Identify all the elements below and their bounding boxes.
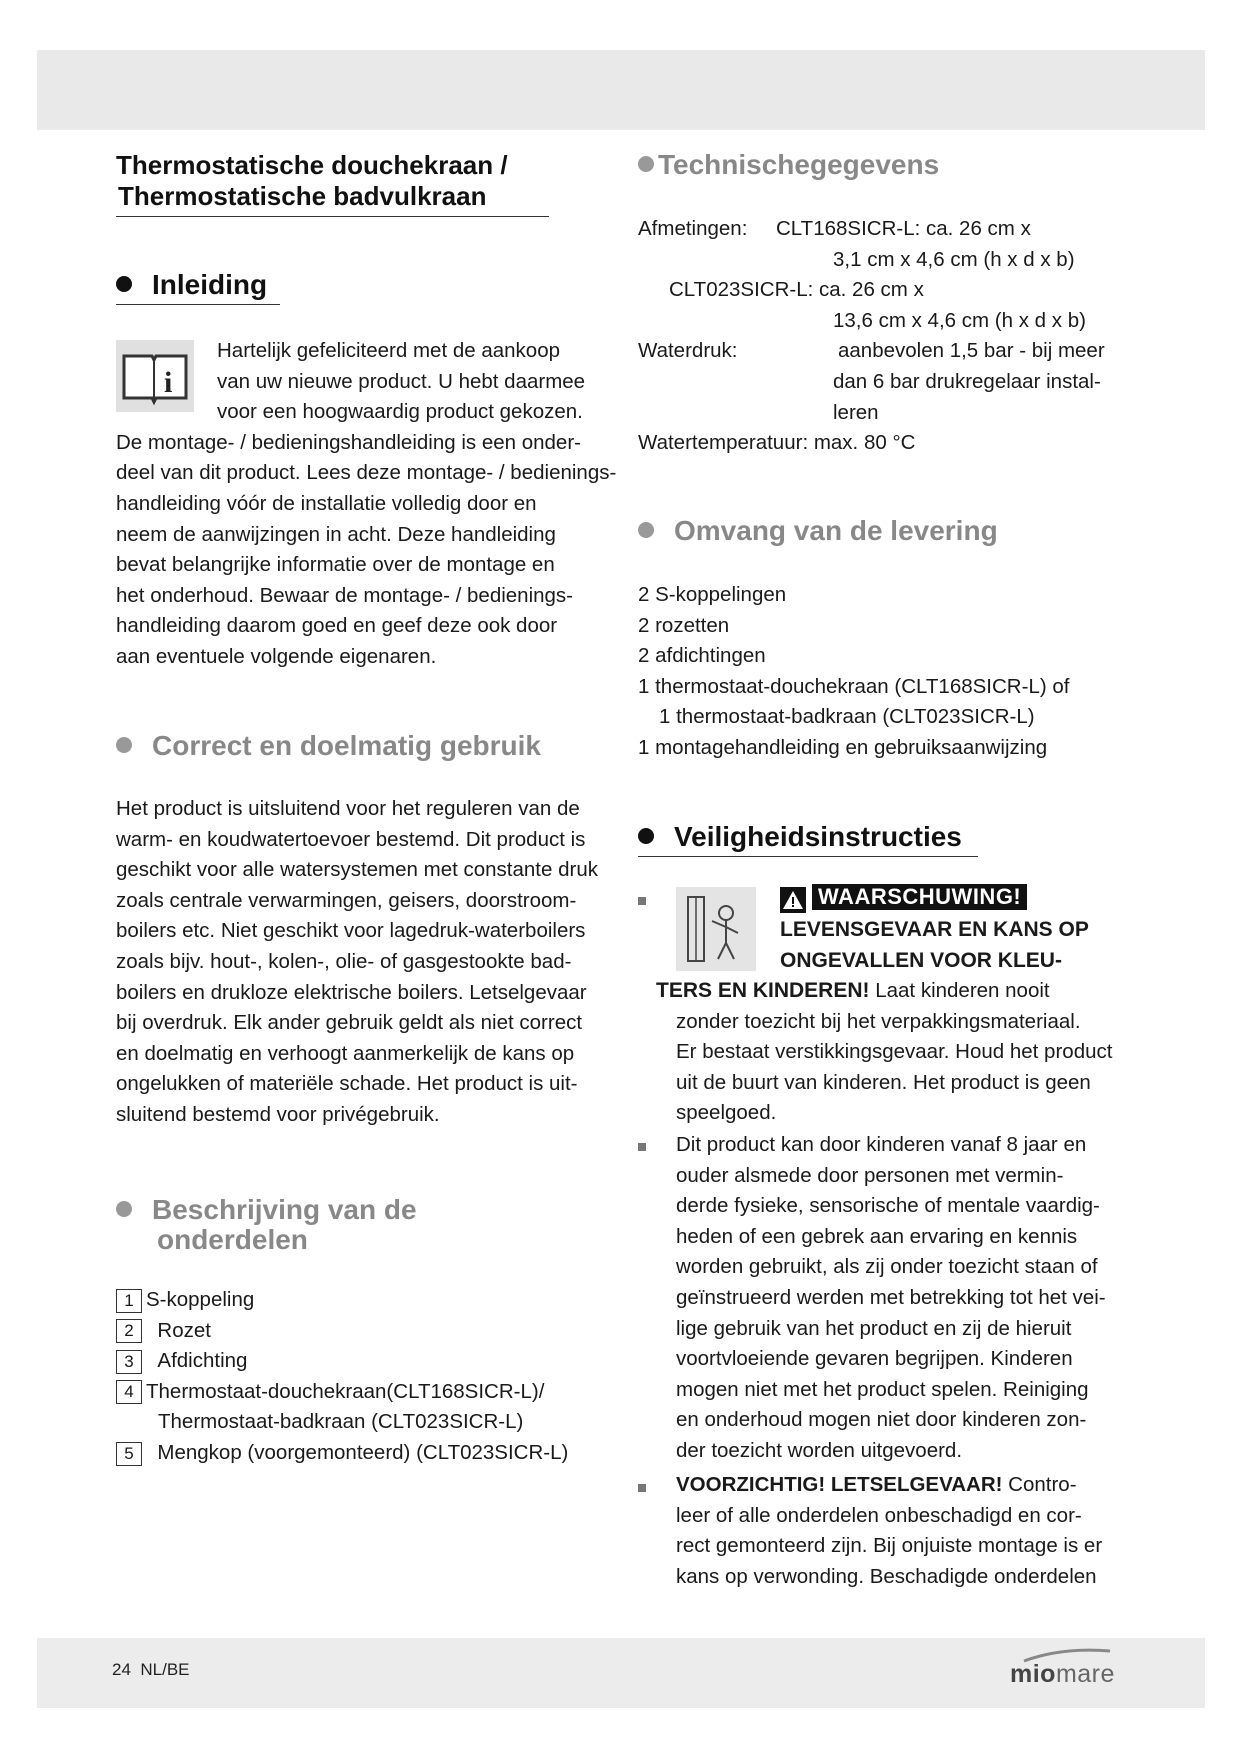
- list-item: 1 S-koppeling: [116, 1285, 636, 1316]
- list-item: 2 Rozet: [116, 1316, 636, 1347]
- list-item: 5 Mengkop (voorgemonteerd) (CLT023SICR-L): [116, 1438, 636, 1469]
- safety-paragraph-3: VOORZICHTIG! LETSELGEVAAR! Contro- leer of alle onderdelen onbeschadigd en cor- rect gemonteerd zijn. Bij onjuiste montage is er kans op verwonding. Beschadigde onderdelen: [676, 1473, 1103, 1588]
- warning-triangle-icon: [780, 887, 806, 913]
- spec-value: Watertemperatuur: max. 80 °C: [638, 431, 916, 455]
- tech-specs: [638, 214, 1158, 459]
- usage-paragraph: [116, 794, 626, 1131]
- intro-line: handleiding daarom goed en geef deze ook door: [116, 614, 558, 638]
- spec-value: 13,6 cm x 4,6 cm (h x d x b): [833, 308, 1086, 332]
- spec-label: Waterdruk:: [638, 339, 738, 363]
- usage-line: boilers etc. Niet geschikt voor lagedruk-waterboilers: [116, 919, 586, 943]
- intro-line: handleiding vóór de installatie volledig door en: [116, 491, 537, 515]
- parts-heading: Beschrijving van de onderdelen: [116, 1195, 417, 1255]
- usage-line: boilers en drukloze elektrische boilers. Letselgevaar: [116, 980, 587, 1004]
- page-title: [116, 150, 549, 217]
- safety-paragraph-2: Dit product kan door kinderen vanaf 8 jaar en ouder alsmede door personen met vermin- derde fysieke, sensorische of mentale vaardig- heden of een gebrek aan ervaring en kennis worden gebruikt, als zij onder toezicht staan of geïnstrueerd werden met betrekking tot het vei- lige gebruik van het product en zij de hieruit voortvloeiende gevaren begrijpen. Kinderen mogen niet met het product spelen. Reiniging en onderhoud mogen niet door kinderen zon- der toezicht worden uitgevoerd.: [676, 1133, 1106, 1462]
- scope-list: [638, 580, 1158, 764]
- intro-line: van uw nieuwe product. U hebt daarmee: [217, 369, 586, 393]
- bullet-dot-icon: [116, 276, 132, 292]
- spec-value: leren: [833, 400, 879, 424]
- spec-value: CLT023SICR-L: ca. 26 cm x: [669, 278, 924, 302]
- list-item: Thermostaat-badkraan (CLT023SICR-L): [158, 1410, 524, 1434]
- intro-line: Hartelijk gefeliciteerd met de aankoop: [217, 339, 560, 362]
- spec-label: Afmetingen:: [638, 217, 748, 240]
- list-item: 2 afdichtingen: [638, 644, 766, 668]
- usage-line: warm- en koudwatertoevoer bestemd. Dit product is: [116, 827, 586, 851]
- usage-line: bij overdruk. Elk ander gebruik geldt als niet correct: [116, 1011, 583, 1035]
- brand-logo: miomare: [1010, 1660, 1115, 1688]
- usage-line: sluitend bestemd voor privégebruik.: [116, 1102, 440, 1126]
- bullet-square-icon: [638, 1484, 646, 1492]
- intro-line: bevat belangrijke informatie over de montage en: [116, 553, 555, 577]
- title-line-2: Thermostatische badvulkraan: [118, 181, 487, 211]
- list-item: 1 montagehandleiding en gebruiksaanwijzing: [638, 735, 1048, 759]
- warning-caps: LEVENSGEVAAR EN KANS OP ONGEVALLEN VOOR KLEU-: [780, 918, 1089, 972]
- usage-line: geschikt voor alle watersystemen met constante druk: [116, 858, 598, 882]
- intro-line: deel van dit product. Lees deze montage- / bedienings-: [116, 461, 617, 485]
- list-item: 3 Afdichting: [116, 1346, 636, 1377]
- parts-list: [116, 1285, 636, 1469]
- svg-text:i: i: [164, 366, 173, 399]
- spec-value: CLT168SICR-L: ca. 26 cm x: [776, 217, 1031, 240]
- bullet-dot-icon: [116, 737, 132, 753]
- spec-value: dan 6 bar drukregelaar instal-: [833, 369, 1101, 393]
- warning-badge: WAARSCHUWING!: [812, 884, 1027, 910]
- intro-heading: Inleiding: [116, 270, 280, 305]
- bullet-dot-icon: [116, 1201, 132, 1217]
- usage-line: ongelukken of materiële schade. Het product is uit-: [116, 1072, 578, 1096]
- usage-heading: Correct en doelmatig gebruik: [116, 731, 541, 761]
- usage-line: zoals centrale verwarmingen, geisers, doorstroom-: [116, 888, 577, 912]
- page-number: 24 NL/BE: [112, 1660, 190, 1679]
- usage-line: en doelmatig en verhoogt aanmerkelijk de kans op: [116, 1041, 575, 1065]
- tech-heading: Technischegegevens: [638, 150, 939, 180]
- bullet-dot-icon: [638, 156, 654, 172]
- intro-line: neem de aanwijzingen in acht. Deze handleiding: [116, 522, 556, 546]
- safety-heading: Veiligheidsinstructies: [638, 822, 978, 857]
- list-item: 1 thermostaat-badkraan (CLT023SICR-L): [659, 705, 1035, 729]
- title-line-1: Thermostatische douchekraan /: [116, 150, 508, 180]
- list-item: 2 S-koppelingen: [638, 583, 787, 606]
- intro-line: De montage- / bedieningshandleiding is een onder-: [116, 430, 581, 454]
- intro-line: aan eventuele volgende eigenaren.: [116, 644, 437, 668]
- scope-heading: Omvang van de levering: [638, 516, 998, 546]
- warning-text: TERS EN KINDEREN! Laat kinderen nooit zonder toezicht bij het verpakkingsmateriaal. Er bestaat verstikkingsgevaar. Houd het product uit de buurt van kinderen. Het product is geen speelgoed.: [656, 979, 1113, 1125]
- usage-line: zoals bijv. hout-, kolen-, olie- of gasgestookte bad-: [116, 949, 572, 973]
- intro-line: voor een hoogwaardig product gekozen.: [217, 400, 583, 424]
- bullet-dot-icon: [638, 522, 654, 538]
- list-item: 1 thermostaat-douchekraan (CLT168SICR-L) of: [638, 674, 1070, 698]
- spec-value: 3,1 cm x 4,6 cm (h x d x b): [833, 247, 1075, 271]
- child-safety-icon: [676, 887, 756, 971]
- bullet-square-icon: [638, 897, 646, 905]
- spec-value: aanbevolen 1,5 bar - bij meer: [838, 339, 1105, 363]
- intro-paragraph: [116, 336, 626, 673]
- header-bar: [37, 50, 1205, 130]
- list-item: 2 rozetten: [638, 613, 730, 637]
- bullet-square-icon: [638, 1143, 646, 1151]
- usage-line: Het product is uitsluitend voor het reguleren van de: [116, 797, 580, 820]
- bullet-dot-icon: [638, 828, 654, 844]
- intro-line: het onderhoud. Bewaar de montage- / bedienings-: [116, 583, 574, 607]
- warning-label: [780, 884, 1027, 913]
- list-item: 4 Thermostaat-douchekraan(CLT168SICR-L)/: [116, 1377, 636, 1408]
